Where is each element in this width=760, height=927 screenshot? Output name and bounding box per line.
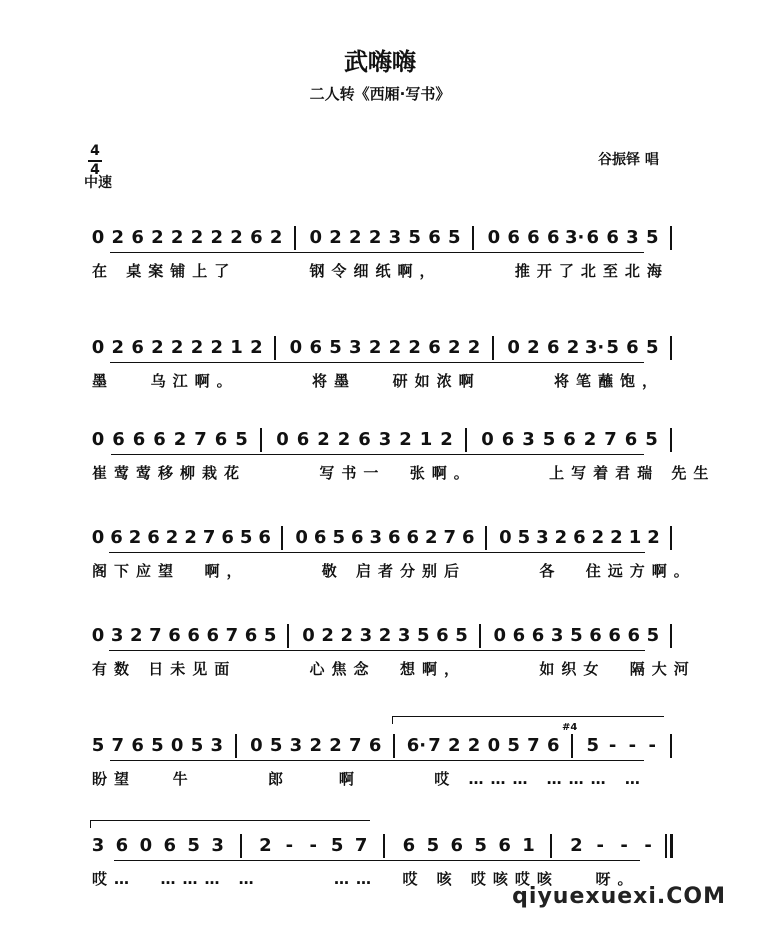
note: 1	[230, 337, 243, 358]
note: 5	[330, 835, 344, 856]
note: 2	[111, 337, 125, 358]
note: 6	[624, 429, 638, 450]
lyrics-line: 崔莺莺移柳栽花 写书一 张啊。 上写着君瑞 先生	[92, 464, 716, 482]
note: 2	[130, 625, 143, 646]
meter-bottom: 4	[90, 162, 100, 178]
beam-line	[111, 454, 644, 455]
note: 2	[329, 735, 342, 756]
note: 7	[202, 527, 216, 548]
note: 3	[369, 527, 382, 548]
phrase-bracket	[90, 820, 370, 821]
note: 7	[349, 735, 362, 756]
note: 0	[487, 735, 501, 756]
note: -	[648, 735, 656, 756]
note: 6	[450, 835, 464, 856]
note: -	[628, 735, 637, 756]
final-barline	[670, 834, 673, 858]
note: 2	[173, 429, 187, 450]
note: 0	[295, 527, 308, 548]
note: 0	[309, 227, 322, 248]
note: 2	[250, 337, 263, 358]
barline	[240, 834, 242, 858]
note: 3	[626, 227, 639, 248]
note: 2	[269, 227, 283, 248]
note: 5	[187, 835, 200, 856]
note: 5	[269, 735, 283, 756]
tempo-marking: 中速	[84, 175, 112, 191]
note: 5	[474, 835, 487, 856]
note: 2	[647, 527, 660, 548]
note: 2	[583, 429, 597, 450]
barline	[571, 734, 573, 758]
note: 3	[349, 337, 362, 358]
barline	[670, 734, 672, 758]
note: 2	[151, 227, 164, 248]
note: 3	[536, 527, 549, 548]
note: 1	[522, 835, 535, 856]
note: 6	[309, 337, 322, 358]
key-change-mark: #4	[562, 722, 578, 733]
lyrics-line: 阁下应望 啊， 敬 启者分别后 各 住远方啊。	[92, 562, 696, 580]
note: 2	[368, 227, 382, 248]
barline	[670, 624, 672, 648]
barline	[383, 834, 385, 858]
note: 5	[586, 735, 600, 756]
note: 5	[263, 625, 277, 646]
site-watermark: qiyuexuexi.COM	[512, 884, 726, 909]
note: 5	[507, 735, 520, 756]
note: -	[309, 835, 317, 856]
note: 0	[487, 227, 501, 248]
note: 0	[289, 337, 303, 358]
note: 7	[194, 429, 207, 450]
note: 2	[337, 429, 351, 450]
note: 6	[586, 227, 600, 248]
note: 2	[570, 835, 583, 856]
note: 6	[573, 527, 586, 548]
note: 6	[406, 527, 420, 548]
note: 0	[481, 429, 494, 450]
note: 2	[317, 429, 330, 450]
note: 2	[425, 527, 438, 548]
note: 6	[368, 735, 382, 756]
note: 6	[428, 337, 441, 358]
beam-line	[109, 552, 646, 553]
note: 2	[467, 735, 481, 756]
note: 3	[91, 835, 105, 856]
note: 6	[187, 625, 200, 646]
barline	[235, 734, 237, 758]
beam-line	[110, 362, 644, 363]
beam-line	[110, 760, 644, 761]
note: 1	[628, 527, 642, 548]
note: 2	[554, 527, 568, 548]
note: 2	[448, 735, 461, 756]
note: 2	[399, 429, 412, 450]
note: 7	[527, 735, 540, 756]
note: 6	[531, 625, 545, 646]
note: 5	[408, 227, 421, 248]
note: 6	[498, 835, 511, 856]
note: 6	[501, 429, 515, 450]
note: 2	[368, 337, 382, 358]
note: 0	[493, 625, 507, 646]
note: 0	[91, 527, 105, 548]
note: 7	[604, 429, 617, 450]
note: 6	[313, 527, 327, 548]
note: 6	[512, 625, 526, 646]
note: 6	[131, 337, 144, 358]
lyrics-line: 在 桌案铺上了 钢令细纸啊， 推开了北至北海	[92, 262, 669, 280]
note: 6·	[406, 735, 427, 756]
barline	[670, 526, 672, 550]
note: 6	[589, 625, 602, 646]
note: 6	[147, 527, 160, 548]
note: 5	[91, 735, 105, 756]
note: 6	[206, 625, 220, 646]
note: 0	[276, 429, 289, 450]
note: 6	[358, 429, 371, 450]
note: 0	[139, 835, 153, 856]
note: -	[596, 835, 604, 856]
note: 0	[302, 625, 315, 646]
note: 2	[170, 337, 184, 358]
note: -	[644, 835, 652, 856]
barline	[670, 428, 672, 452]
note: 6	[250, 227, 263, 248]
note: 0	[170, 735, 184, 756]
note: 6	[112, 429, 125, 450]
note: 5	[645, 227, 659, 248]
note: 2	[388, 337, 402, 358]
note: 5	[606, 337, 619, 358]
note: 5	[646, 625, 660, 646]
note: 7	[428, 735, 441, 756]
note: 3	[378, 429, 392, 450]
note: 2	[566, 337, 580, 358]
barline	[492, 336, 494, 360]
note: 2	[190, 227, 204, 248]
note: 5	[329, 337, 342, 358]
note: 2	[591, 527, 605, 548]
note: 6	[507, 227, 520, 248]
note: 2	[340, 625, 353, 646]
note: 6	[527, 227, 540, 248]
note: 0	[507, 337, 520, 358]
note: 6	[436, 625, 449, 646]
note: -	[620, 835, 628, 856]
note: 3	[388, 227, 402, 248]
score-title: 武嗨嗨	[344, 47, 416, 76]
note: 2	[527, 337, 540, 358]
note: 2	[210, 337, 224, 358]
phrase-bracket	[392, 716, 664, 717]
note: 2	[230, 227, 243, 248]
note: 2	[170, 227, 184, 248]
note: 7	[111, 735, 125, 756]
note: 5	[448, 227, 461, 248]
barline	[485, 526, 487, 550]
note: 2	[111, 227, 125, 248]
barline	[550, 834, 552, 858]
note: 5	[645, 337, 659, 358]
barline	[670, 226, 672, 250]
note: 6	[387, 527, 401, 548]
note: 6	[546, 337, 560, 358]
beam-line	[114, 860, 640, 861]
note: 2	[329, 227, 342, 248]
note: 6	[214, 429, 228, 450]
note: 0	[91, 625, 105, 646]
beam-line	[109, 650, 645, 651]
meter-top: 4	[90, 143, 100, 159]
score-subtitle: 二人转《西厢·写书》	[309, 85, 451, 103]
note: 6	[115, 835, 129, 856]
note: 3	[522, 429, 535, 450]
note: 6	[131, 227, 144, 248]
barline	[472, 226, 474, 250]
note: 5	[239, 527, 253, 548]
note: 6	[402, 835, 416, 856]
final-barline-thin	[665, 834, 667, 858]
note: 6	[546, 735, 560, 756]
note: 7	[354, 835, 368, 856]
note: 6	[258, 527, 271, 548]
note: 6	[608, 625, 621, 646]
barline	[670, 336, 672, 360]
note: 5	[190, 735, 204, 756]
note: 5	[332, 527, 345, 548]
note: 2	[378, 625, 392, 646]
note: 5	[645, 429, 658, 450]
note: 2	[448, 337, 461, 358]
note: -	[608, 735, 617, 756]
beam-line	[110, 252, 644, 253]
note: 6	[132, 429, 146, 450]
note: 5	[151, 735, 164, 756]
barline	[393, 734, 395, 758]
note: 2	[321, 625, 334, 646]
note: 6	[627, 625, 640, 646]
note: 6	[168, 625, 181, 646]
barline	[281, 526, 283, 550]
note: 5	[235, 429, 248, 450]
note: 2	[259, 835, 272, 856]
note: 3	[210, 735, 224, 756]
note: 3	[110, 625, 124, 646]
note: 3·	[565, 227, 585, 248]
note: 2	[165, 527, 179, 548]
note: 2	[349, 227, 362, 248]
barline	[274, 336, 276, 360]
note: 6	[546, 227, 560, 248]
note: 2	[190, 337, 204, 358]
note: 2	[440, 429, 453, 450]
note: 2	[210, 227, 224, 248]
note: 6	[153, 429, 166, 450]
note: 6	[606, 227, 619, 248]
note: 6	[626, 337, 639, 358]
note: 6	[131, 735, 144, 756]
note: 2	[184, 527, 197, 548]
note: 3	[550, 625, 564, 646]
note: 2	[467, 337, 481, 358]
note: 0	[91, 429, 105, 450]
note: 7	[225, 625, 239, 646]
barline	[294, 226, 296, 250]
note: 1	[419, 429, 433, 450]
note: 6	[163, 835, 177, 856]
note: 5	[542, 429, 556, 450]
barline	[465, 428, 467, 452]
lyrics-line: 盼望 牛 郎 啊 哎 ……… ……… …	[92, 770, 647, 788]
note: 6	[428, 227, 441, 248]
note: 2	[610, 527, 623, 548]
barline	[479, 624, 481, 648]
note: 6	[296, 429, 310, 450]
note: 7	[149, 625, 162, 646]
note: 5	[455, 625, 468, 646]
note: 3	[211, 835, 224, 856]
note: 5	[417, 625, 430, 646]
note: 5	[570, 625, 583, 646]
note: 6	[350, 527, 364, 548]
note: 5	[426, 835, 440, 856]
note: 6	[244, 625, 258, 646]
note: 2	[128, 527, 142, 548]
note: 2	[309, 735, 322, 756]
barline	[287, 624, 289, 648]
note: 6	[462, 527, 475, 548]
note: 6	[110, 527, 123, 548]
note: 0	[250, 735, 263, 756]
note: 3	[359, 625, 373, 646]
lyrics-line: 有数 日未见面 心焦念 想啊， 如织女 隔大河	[92, 660, 696, 678]
note: 2	[408, 337, 421, 358]
barline	[260, 428, 262, 452]
lyrics-line: 哎… ……… … …… 哎 咳 哎咳哎咳 呀。	[92, 870, 640, 888]
note: 6	[563, 429, 576, 450]
singer-credit: 谷振铎 唱	[598, 152, 659, 168]
lyrics-line: 墨 乌江啊。 将墨 研如浓啊 将笔蘸饱，	[92, 372, 665, 390]
note: 5	[517, 527, 531, 548]
note: 3	[289, 735, 303, 756]
note: 3	[397, 625, 411, 646]
note: 7	[443, 527, 457, 548]
note: -	[285, 835, 294, 856]
note: 0	[91, 337, 105, 358]
note: 3·	[584, 337, 605, 358]
note: 0	[91, 227, 105, 248]
note: 2	[151, 337, 164, 358]
note: 0	[499, 527, 512, 548]
note: 6	[221, 527, 234, 548]
